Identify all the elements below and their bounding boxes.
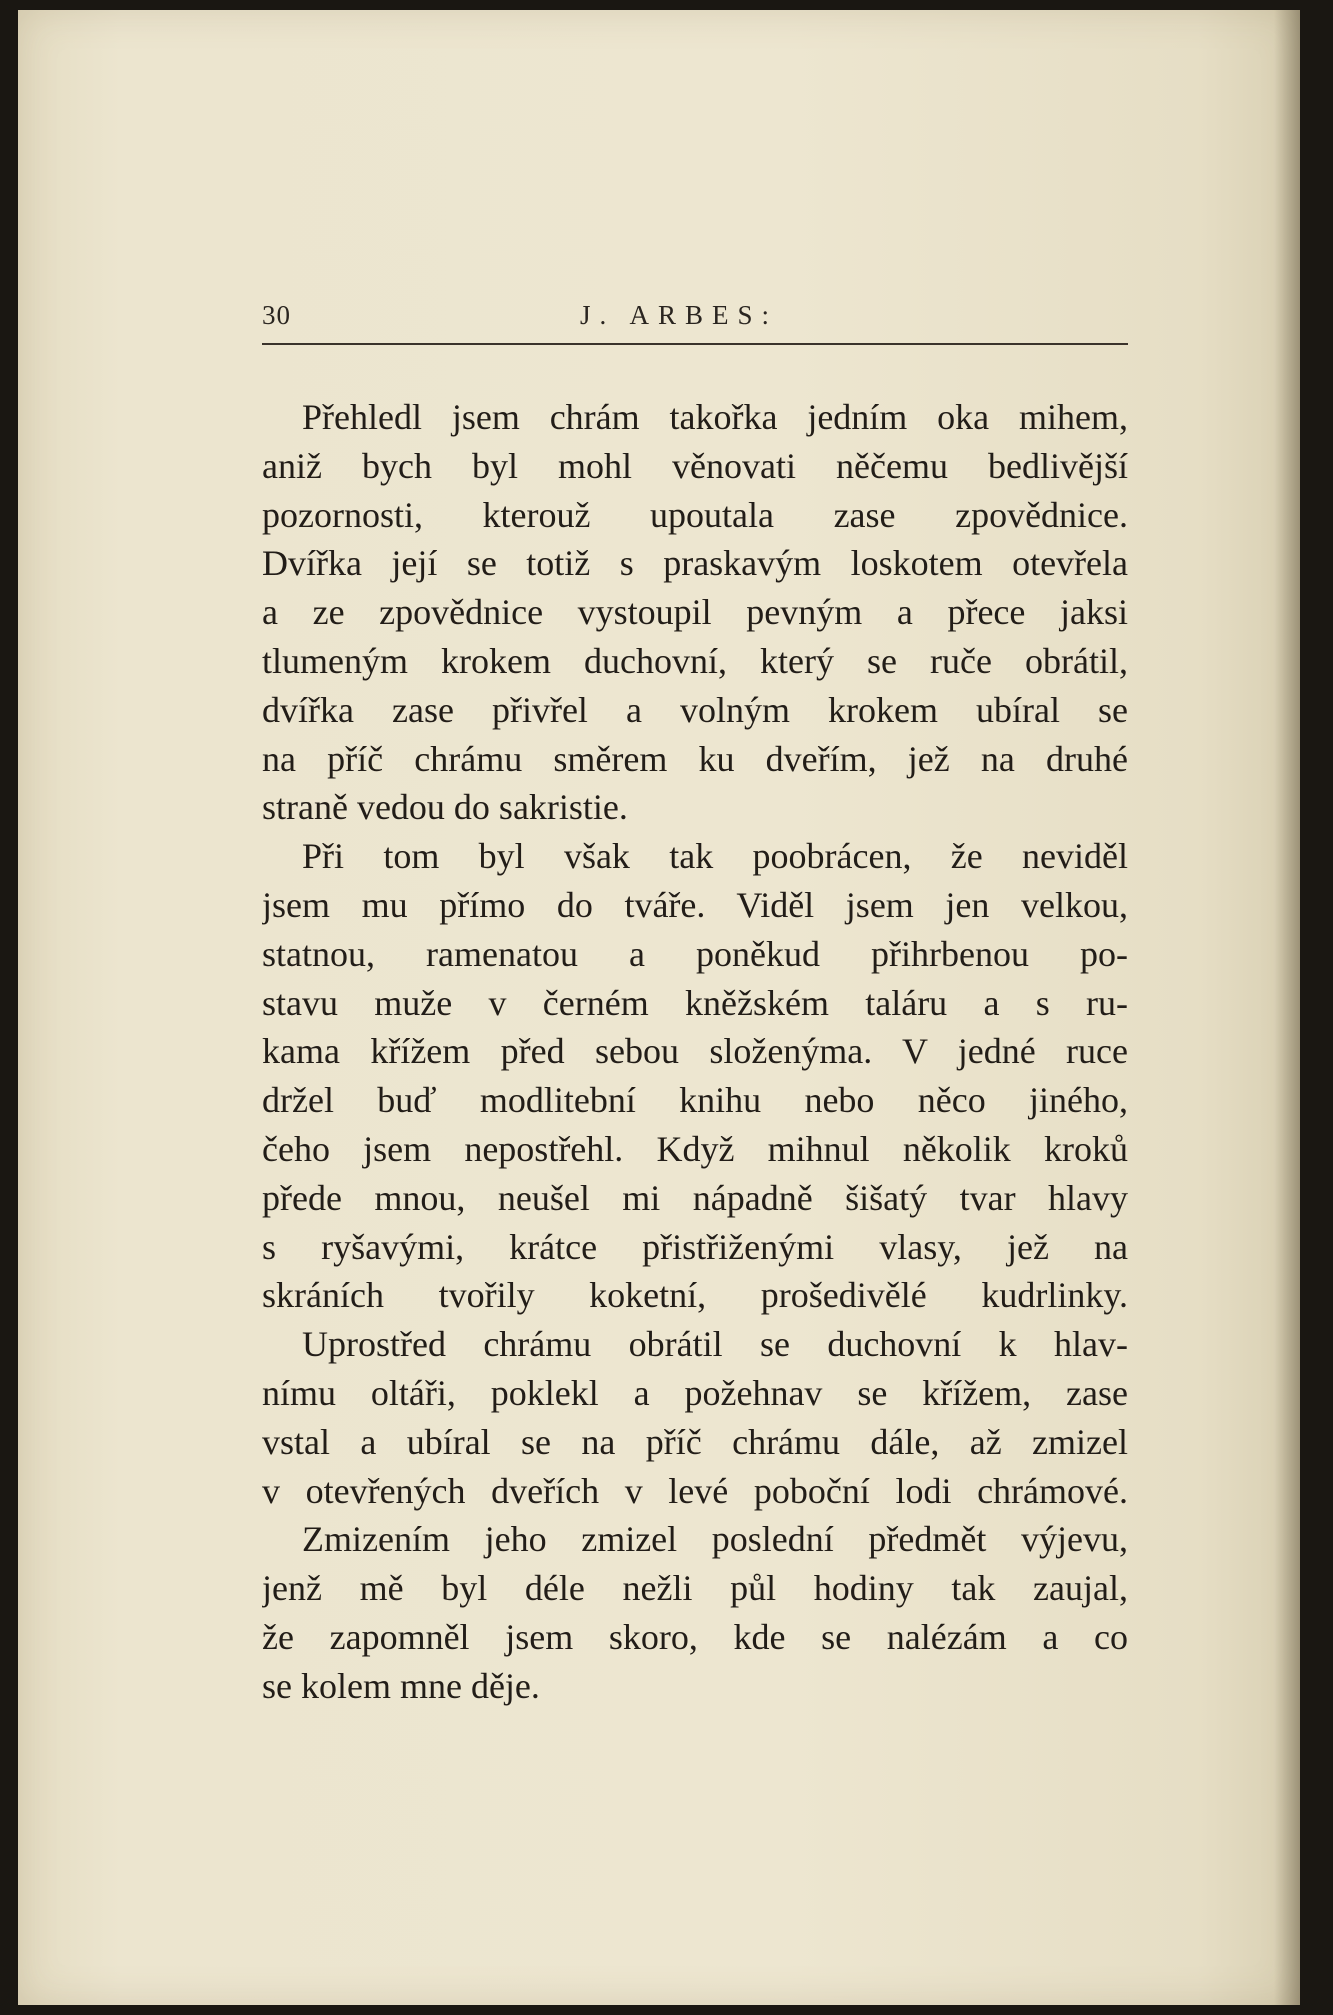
text-line: držel buď modlitební knihu nebo něco jiného, [262,1080,1128,1121]
text-line: čeho jsem nepostřehl. Když mihnul několik kroků [262,1128,1128,1169]
text-line: a ze zpovědnice vystoupil pevným a přece jaksi [262,592,1128,633]
text-line: vstal a ubíral se na příč chrámu dále, až zmizel [262,1421,1128,1462]
text-line: Uprostřed chrámu obrátil se duchovní k hlav- [302,1324,1128,1365]
text-line: v otevřených dveřích v levé poboční lodi chrámové. [262,1470,1128,1511]
header-rule [262,343,1128,345]
text-line: stavu muže v černém kněžském taláru a s ru- [262,982,1128,1023]
running-head: J. ARBES: [580,300,779,330]
text-line: aniž bych byl mohl věnovati něčemu bedlivější [262,445,1128,486]
paragraph [262,832,1128,1320]
text-line: že zapomněl jsem skoro, kde se nalézám a co [262,1616,1128,1657]
text-line: dvířka zase přivřel a volným krokem ubíral se [262,689,1128,730]
text-line: přede mnou, neušel mi nápadně šišatý tvar hlavy [262,1177,1128,1218]
text-line: jenž mě byl déle nežli půl hodiny tak zaujal, [262,1568,1128,1609]
text-line: s ryšavými, krátce přistřiženými vlasy, jež na [262,1226,1128,1267]
paragraph [262,1320,1128,1515]
text-line: se kolem mne děje. [262,1665,540,1706]
text-line: nímu oltáři, poklekl a požehnav se křížem, zase [262,1372,1128,1413]
text-line: Zmizením jeho zmizel poslední předmět výjevu, [302,1519,1128,1560]
paragraph [262,1515,1128,1710]
page-number: 30 [262,300,291,330]
text-line: Při tom byl však tak poobrácen, že neviděl [302,836,1128,877]
text-line: Dvířka její se totiž s praskavým loskotem otevřela [262,543,1128,584]
text-line: na příč chrámu směrem ku dveřím, jež na druhé [262,738,1128,779]
text-line: pozornosti, kterouž upoutala zase zpovědnice. [262,494,1128,535]
text-line: kama křížem před sebou složenýma. V jedné ruce [262,1031,1128,1072]
body-text [262,393,1128,1711]
text-line: jsem mu přímo do tváře. Viděl jsem jen velkou, [262,884,1128,925]
text-line: straně vedou do sakristie. [262,787,628,828]
text-line: statnou, ramenatou a poněkud přihrbenou po- [262,933,1128,974]
paragraph [262,393,1128,832]
text-line: tlumeným krokem duchovní, který se ruče obrátil, [262,640,1128,681]
page-header [262,300,1128,340]
text-line: skráních tvořily koketní, prošedivělé kudrlinky. [262,1275,1128,1316]
text-line: Přehledl jsem chrám takořka jedním oka mihem, [302,397,1128,437]
page-gutter-shadow [1274,10,1300,2005]
